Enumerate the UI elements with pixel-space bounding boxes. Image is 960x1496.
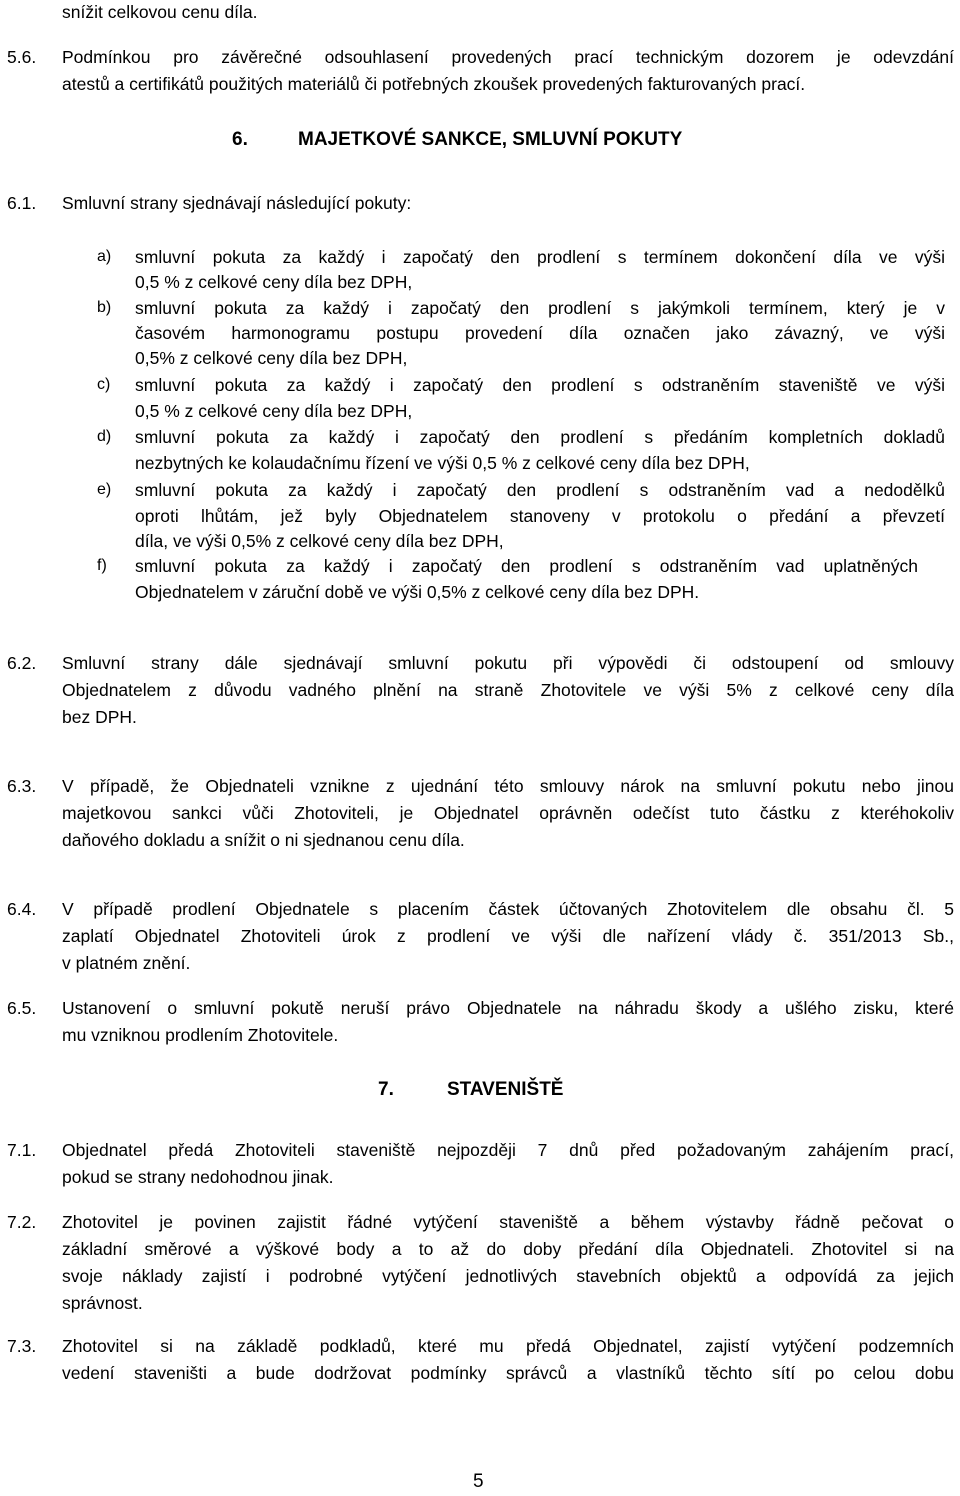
text-line: Objednatel předá Zhotoviteli staveniště nejpozději 7 dnů před požadovaným zahájením prací,	[62, 1140, 954, 1160]
list-item-label: e)	[97, 481, 112, 498]
text-line: Zhotovitel si na základě podkladů, které mu předá Objednatel, zajistí vytýčení podzemních	[62, 1336, 954, 1356]
clause-number: 6.4.	[7, 899, 37, 919]
text-line: Podmínkou pro závěrečné odsouhlasení provedených prací technickým dozorem je odevzdání	[62, 47, 954, 67]
page-number: 5	[473, 1471, 484, 1492]
list-item-line: Objednatelem v záruční době ve výši 0,5% z celkové ceny díla bez DPH.	[135, 582, 700, 602]
list-item-line: 0,5% z celkové ceny díla bez DPH,	[135, 348, 408, 368]
list-item-line: smluvní pokuta za každý i započatý den prodlení s termínem dokončení díla ve výši	[135, 247, 945, 267]
list-item-label: b)	[97, 299, 112, 316]
clause-number: 6.1.	[7, 193, 37, 213]
list-item-line: smluvní pokuta za každý i započatý den prodlení s odstraněním vad a nedodělků	[135, 480, 945, 500]
text-line: V případě, že Objednateli vznikne z ujednání této smlouvy nárok na smluvní pokutu nebo jinou	[62, 776, 954, 796]
text-line: snížit celkovou cenu díla.	[62, 2, 258, 22]
text-line: V případě prodlení Objednatele s placením částek účtovaných Zhotovitelem dle obsahu čl. 5	[62, 899, 954, 919]
list-item-line: nezbytných ke kolaudačnímu řízení ve výši 0,5 % z celkové ceny díla bez DPH,	[135, 453, 750, 473]
section-heading: STAVENIŠTĚ	[447, 1079, 564, 1100]
text-line: pokud se strany nedohodnou jinak.	[62, 1167, 334, 1187]
list-item-line: 0,5 % z celkové ceny díla bez DPH,	[135, 272, 413, 292]
list-item-line: smluvní pokuta za každý i započatý den prodlení s jakýmkoli termínem, který je v	[135, 298, 945, 318]
clause-number: 7.3.	[7, 1336, 37, 1356]
clause-number: 5.6.	[7, 47, 37, 67]
list-item-line: oproti lhůtám, jež byly Objednatelem stanoveny v protokolu o předání a převzetí	[135, 506, 945, 526]
list-item-line: časovém harmonogramu postupu provedení díla označen jako závazný, ve výši	[135, 323, 945, 343]
list-item-label: a)	[97, 248, 112, 265]
text-line: základní směrové a výškové body a to až do doby předání díla Objednateli. Zhotovitel si na	[62, 1239, 954, 1259]
text-line: Objednatelem z důvodu vadného plnění na straně Zhotovitele ve výši 5% z celkové ceny díla	[62, 680, 954, 700]
text-line: Ustanovení o smluvní pokutě neruší právo Objednatele na náhradu škody a ušlého zisku, které	[62, 998, 954, 1018]
clause-number: 6.5.	[7, 998, 37, 1018]
text-line: bez DPH.	[62, 707, 137, 727]
text-line: zaplatí Objednatel Zhotoviteli úrok z prodlení ve výši dle nařízení vlády č. 351/2013 Sb.,	[62, 926, 954, 946]
clause-number: 6.3.	[7, 776, 37, 796]
list-item-line: díla, ve výši 0,5% z celkové ceny díla bez DPH,	[135, 531, 504, 551]
text-line: mu vzniknou prodlením Zhotovitele.	[62, 1025, 339, 1045]
text-line: svoje náklady zajistí i podrobné vytýčení jednotlivých stavebních objektů a odpovídá za jejich	[62, 1266, 954, 1286]
section-number: 6.	[232, 129, 248, 150]
text-line: Smluvní strany sjednávají následující pokuty:	[62, 193, 412, 213]
clause-number: 6.2.	[7, 653, 37, 673]
text-line: v platném znění.	[62, 953, 191, 973]
clause-number: 7.1.	[7, 1140, 37, 1160]
clause-number: 7.2.	[7, 1212, 37, 1232]
section-heading: MAJETKOVÉ SANKCE, SMLUVNÍ POKUTY	[298, 129, 683, 150]
list-item-label: f)	[97, 557, 107, 574]
text-line: vedení staveništi a bude dodržovat podmínky správců a vlastníků těchto sítí po celou dobu	[62, 1363, 954, 1383]
text-line: majetkovou sankci vůči Zhotoviteli, je Objednatel oprávněn odečíst tuto částku z kteréhokoliv	[62, 803, 954, 823]
text-line: Smluvní strany dále sjednávají smluvní pokutu při výpovědi či odstoupení od smlouvy	[62, 653, 954, 673]
text-line: daňového dokladu a snížit o ni sjednanou cenu díla.	[62, 830, 465, 850]
list-item-label: c)	[97, 376, 111, 393]
list-item-line: 0,5 % z celkové ceny díla bez DPH,	[135, 401, 413, 421]
section-number: 7.	[378, 1079, 394, 1100]
text-line: správnost.	[62, 1293, 143, 1313]
list-item-line: smluvní pokuta za každý i započatý den prodlení s odstraněním staveniště ve výši	[135, 375, 945, 395]
list-item-label: d)	[97, 428, 112, 445]
text-line: Zhotovitel je povinen zajistit řádné vytýčení staveniště a během výstavby řádně pečovat o	[62, 1212, 954, 1232]
text-line: atestů a certifikátů použitých materiálů či potřebných zkoušek provedených fakturovaných prací.	[62, 74, 806, 94]
list-item-line: smluvní pokuta za každý i započatý den prodlení s předáním kompletních dokladů	[135, 427, 945, 447]
list-item-line: smluvní pokuta za každý i započatý den prodlení s odstraněním vad uplatněných	[135, 556, 918, 576]
